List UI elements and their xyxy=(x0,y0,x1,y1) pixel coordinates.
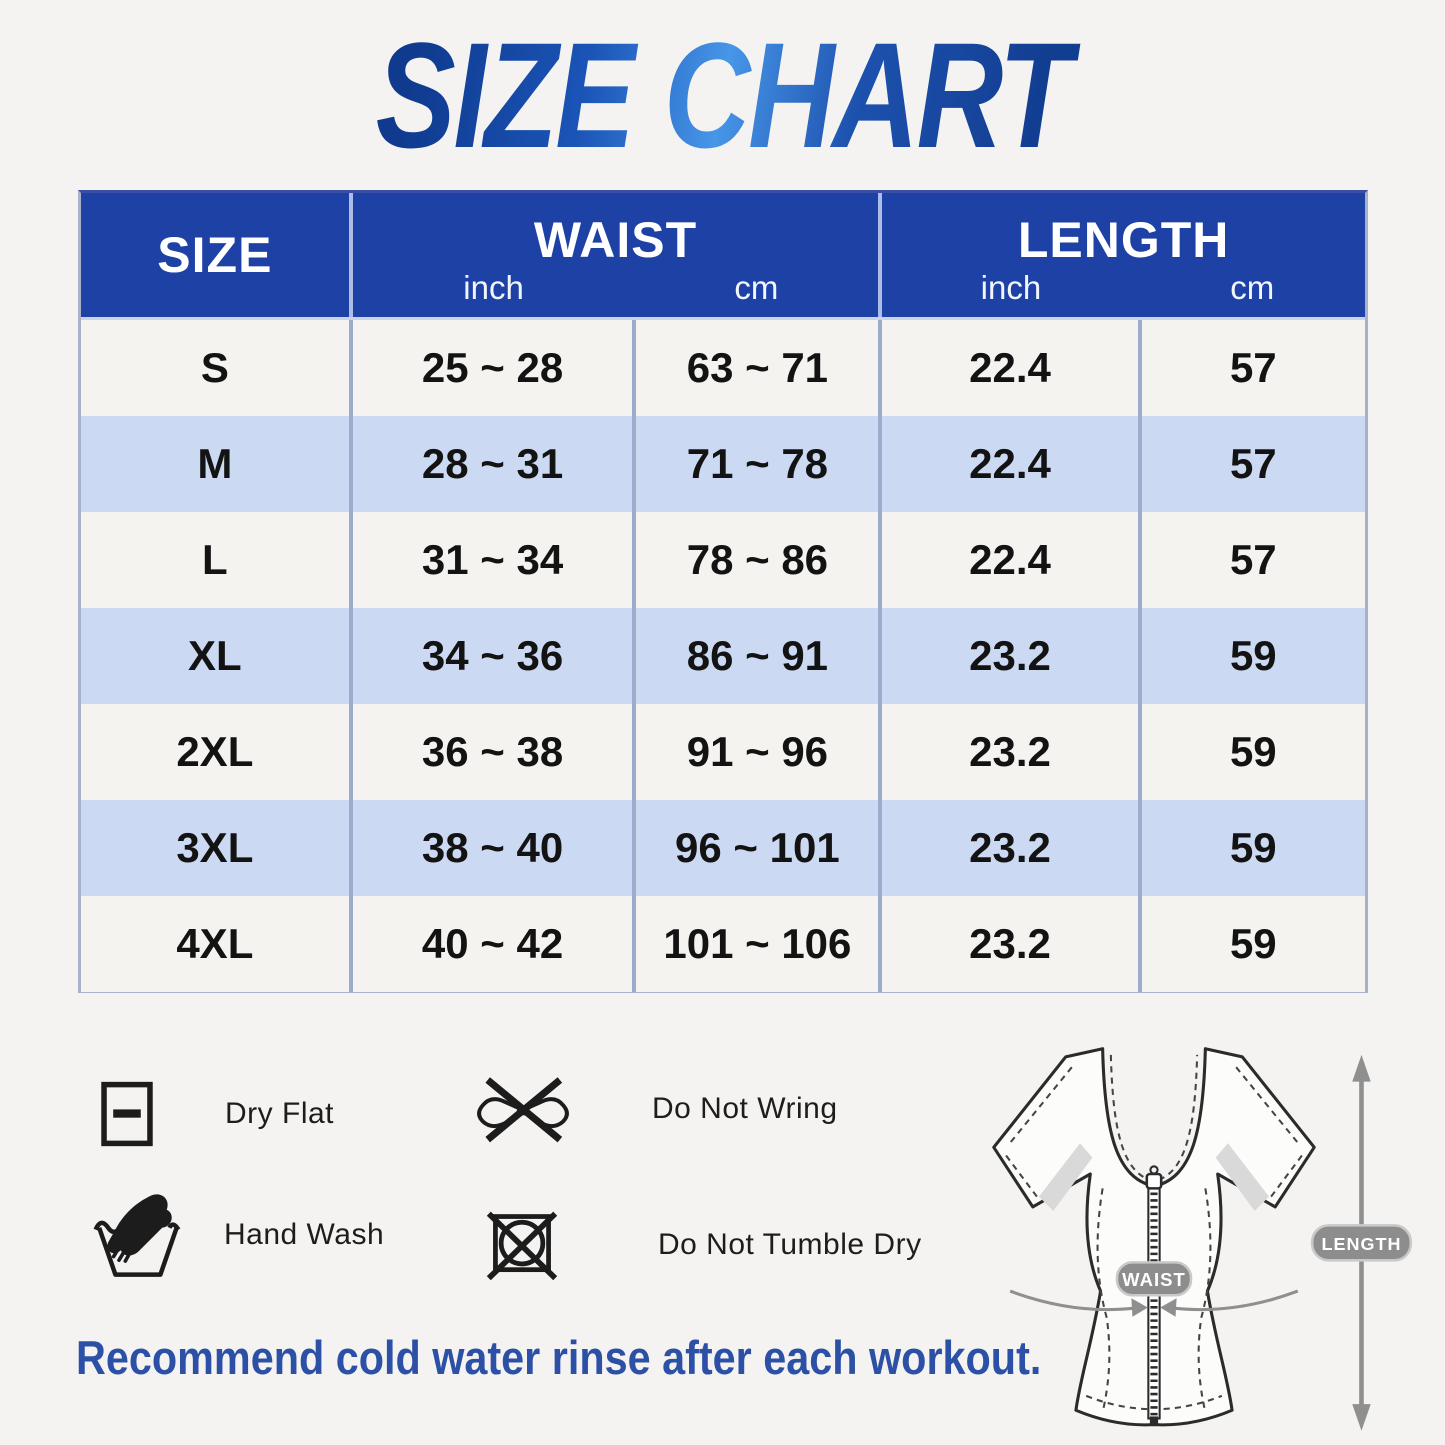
cell-waist-cm: 63 ~ 71 xyxy=(632,320,878,416)
do-not-wring-icon xyxy=(472,1072,574,1146)
cell-waist-inch: 28 ~ 31 xyxy=(349,416,633,512)
waist-unit-cm: cm xyxy=(734,269,779,306)
cell-length-cm: 59 xyxy=(1138,704,1365,800)
table-row-m xyxy=(81,416,1365,512)
cell-length-inch: 23.2 xyxy=(878,608,1137,704)
cell-length-inch: 22.4 xyxy=(878,416,1137,512)
size-table-header xyxy=(81,193,1365,320)
size-table-body xyxy=(81,320,1365,992)
waist-unit-inch: inch xyxy=(463,269,524,306)
waist-pill xyxy=(1117,1262,1191,1295)
cell-size: 3XL xyxy=(176,824,254,871)
cell-length-cm: 59 xyxy=(1138,896,1365,992)
cell-waist-inch: 38 ~ 40 xyxy=(349,800,633,896)
cell-length-cm: 57 xyxy=(1138,416,1365,512)
cell-waist-inch: 36 ~ 38 xyxy=(349,704,633,800)
cell-waist-cm: 101 ~ 106 xyxy=(632,896,878,992)
header-waist-units xyxy=(353,269,879,307)
cell-length-inch: 22.4 xyxy=(878,320,1137,416)
do-not-tumble-dry-icon xyxy=(485,1206,559,1284)
cell-size: L xyxy=(202,536,228,583)
care-item-dry-flat xyxy=(99,1080,334,1148)
page-title xyxy=(0,11,1445,179)
care-item-hand-wash xyxy=(92,1188,384,1282)
cell-length-inch: 23.2 xyxy=(878,704,1137,800)
length-unit-cm: cm xyxy=(1230,269,1275,306)
length-pill xyxy=(1312,1225,1411,1260)
cell-waist-inch: 34 ~ 36 xyxy=(349,608,633,704)
dry-flat-icon xyxy=(99,1080,155,1148)
care-label: Dry Flat xyxy=(225,1097,334,1130)
cell-waist-inch: 40 ~ 42 xyxy=(349,896,633,992)
hand-wash-icon xyxy=(92,1188,182,1282)
cell-waist-inch: 25 ~ 28 xyxy=(349,320,633,416)
header-group-length xyxy=(878,193,1365,317)
care-item-do-not-tumble-dry xyxy=(485,1206,922,1284)
cell-size: 4XL xyxy=(176,920,254,967)
header-length-label: LENGTH xyxy=(1017,212,1230,268)
cell-waist-cm: 71 ~ 78 xyxy=(632,416,878,512)
cell-length-cm: 59 xyxy=(1138,608,1365,704)
table-row-2xl xyxy=(81,704,1365,800)
table-row-l xyxy=(81,512,1365,608)
cell-waist-cm: 78 ~ 86 xyxy=(632,512,878,608)
cell-waist-inch: 31 ~ 34 xyxy=(349,512,633,608)
cell-length-inch: 23.2 xyxy=(878,800,1137,896)
table-row-3xl xyxy=(81,800,1365,896)
length-pill-label: LENGTH xyxy=(1321,1234,1402,1255)
size-table xyxy=(78,190,1368,993)
cell-length-cm: 57 xyxy=(1138,320,1365,416)
header-length-units xyxy=(882,269,1365,307)
care-label: Do Not Wring xyxy=(652,1092,838,1125)
length-unit-inch: inch xyxy=(980,269,1042,306)
cell-size: 2XL xyxy=(176,728,254,775)
waist-pill-label: WAIST xyxy=(1122,1268,1186,1290)
cell-waist-cm: 96 ~ 101 xyxy=(632,800,878,896)
cell-size: XL xyxy=(188,632,242,679)
care-item-do-not-wring xyxy=(472,1072,838,1146)
cell-length-inch: 23.2 xyxy=(878,896,1137,992)
footer-note: Recommend cold water rinse after each workout. xyxy=(76,1331,1042,1384)
header-waist-label: WAIST xyxy=(533,212,698,268)
care-label: Hand Wash xyxy=(224,1218,385,1251)
cell-length-inch: 22.4 xyxy=(878,512,1137,608)
table-row-s xyxy=(81,320,1365,416)
cell-length-cm: 59 xyxy=(1138,800,1365,896)
cell-length-cm: 57 xyxy=(1138,512,1365,608)
header-cell-size: SIZE xyxy=(157,227,273,283)
size-chart-title-text: SIZE CHART xyxy=(358,20,1087,170)
table-row-xl xyxy=(81,608,1365,704)
header-group-waist xyxy=(349,193,879,317)
cell-waist-cm: 86 ~ 91 xyxy=(632,608,878,704)
cell-size: S xyxy=(200,344,229,391)
table-row-4xl xyxy=(81,896,1365,992)
cell-waist-cm: 91 ~ 96 xyxy=(632,704,878,800)
care-label: Do Not Tumble Dry xyxy=(658,1228,922,1261)
cell-size: M xyxy=(197,440,233,487)
